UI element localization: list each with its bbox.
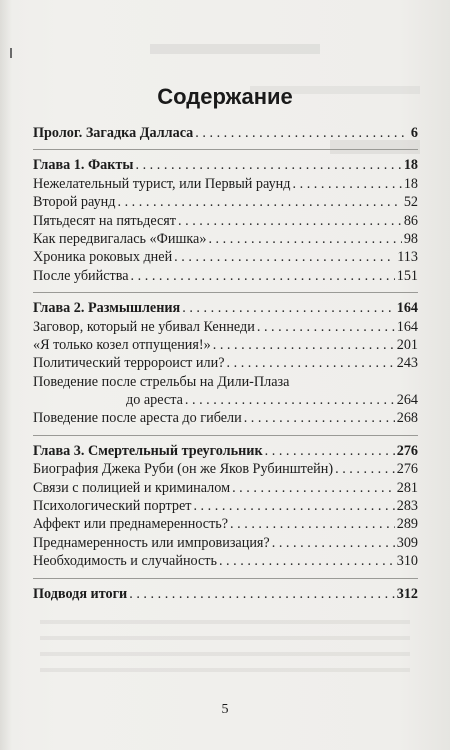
- toc-entry-title: После убийства: [33, 267, 129, 284]
- toc-entry: [33, 373, 418, 391]
- toc-entry: [33, 515, 418, 533]
- toc-entry-title: Второй раунд: [33, 194, 116, 211]
- binding-mark: [10, 48, 12, 58]
- toc-entry-title: «Я только козел отпущения!»: [33, 336, 211, 353]
- dot-leader: [244, 409, 395, 427]
- toc-entry-page: 268: [396, 410, 418, 427]
- dot-leader: [193, 497, 394, 515]
- show-through-ghost: [150, 44, 320, 54]
- toc-entry-title: Нежелательный турист, или Первый раунд: [33, 175, 291, 192]
- section-divider: [33, 149, 418, 150]
- toc-entry-title: Преднамеренность или импровизация?: [33, 534, 270, 551]
- toc-entry-title: Аффект или преднамеренность?: [33, 516, 229, 533]
- toc-entry-page: 289: [396, 516, 418, 533]
- toc-entry-page: 164: [396, 300, 418, 317]
- toc-entry: [33, 497, 418, 515]
- toc-entry: [33, 534, 418, 552]
- toc-entry: [33, 460, 418, 478]
- dot-leader: [129, 585, 395, 603]
- toc-entry-page: 283: [396, 498, 418, 515]
- toc-entry-page: 52: [403, 194, 418, 211]
- toc-section: [33, 585, 418, 603]
- toc-entry-page: 309: [396, 534, 418, 551]
- toc-chapter-entry: [33, 156, 418, 174]
- toc-section: [33, 442, 418, 571]
- toc-entry-title: Подводя итоги: [33, 585, 128, 602]
- show-through-ghost: [40, 620, 410, 680]
- dot-leader: [219, 552, 395, 570]
- toc-entry-title: Заговор, который не убивал Кеннеди: [33, 318, 255, 335]
- toc-entry-title: Глава 1. Факты: [33, 157, 134, 174]
- toc-entry-title: Пятьдесят на пятьдесят: [33, 212, 176, 229]
- toc-entry-page: 164: [396, 318, 418, 335]
- toc-entry-page: 312: [396, 585, 418, 602]
- dot-leader: [174, 248, 395, 266]
- toc-entry-page: 6: [410, 125, 418, 141]
- toc-entry-page: 276: [396, 461, 418, 478]
- toc-entry: [33, 318, 418, 336]
- toc-entry: [33, 212, 418, 230]
- dot-leader: [265, 442, 395, 460]
- toc-entry-title: Связи с полицией и криминалом: [33, 479, 231, 496]
- toc-entry: [33, 175, 418, 193]
- toc-entry-page: 18: [403, 157, 418, 174]
- toc-entry: [33, 336, 418, 354]
- toc-chapter-entry: [33, 442, 418, 460]
- page-number: 5: [221, 702, 229, 717]
- dot-leader: [195, 124, 409, 142]
- toc-entry-page: 281: [396, 479, 418, 496]
- toc-section: [33, 299, 418, 428]
- toc-section: [33, 124, 418, 142]
- toc-entry-title: Пролог. Загадка Далласа: [33, 125, 194, 141]
- dot-leader: [178, 212, 402, 230]
- toc-entry-page: 151: [396, 267, 418, 284]
- toc-entry-title: Поведение после ареста до гибели: [33, 410, 242, 427]
- toc-entry-page: 98: [403, 230, 418, 247]
- section-divider: [33, 292, 418, 293]
- dot-leader: [131, 267, 395, 285]
- dot-leader: [185, 391, 395, 409]
- dot-leader: [182, 299, 394, 317]
- dot-leader: [213, 336, 395, 354]
- dot-leader: [227, 354, 395, 372]
- toc-entry: [33, 248, 418, 266]
- dot-leader: [293, 175, 402, 193]
- toc-entry: [33, 230, 418, 248]
- toc-entry: [33, 267, 418, 285]
- toc-entry-page: 310: [396, 553, 418, 570]
- section-divider: [33, 578, 418, 579]
- dot-leader: [335, 460, 395, 478]
- toc-entry-title: до ареста: [126, 392, 183, 409]
- toc-entry-page: 201: [396, 336, 418, 353]
- dot-leader: [208, 230, 401, 248]
- toc-entry-page: 264: [396, 392, 418, 409]
- contents-title: Содержание: [157, 84, 293, 109]
- dot-leader: [232, 479, 395, 497]
- toc-entry-title: Биография Джека Руби (он же Яков Рубинштейн): [33, 461, 334, 478]
- toc-entry-title: Поведение после стрельбы на Дили-Плаза: [33, 373, 290, 390]
- table-of-contents: [33, 124, 418, 603]
- toc-entry-title: Политический терророист или?: [33, 355, 225, 372]
- toc-entry-page: 86: [403, 212, 418, 229]
- toc-entry-title: Глава 3. Смертельный треугольник: [33, 442, 263, 459]
- toc-entry: [33, 552, 418, 570]
- dot-leader: [257, 318, 395, 336]
- toc-entry: [33, 391, 418, 409]
- toc-entry-title: Необходимость и случайность: [33, 553, 217, 570]
- toc-entry-title: Хроника роковых дней: [33, 249, 173, 266]
- toc-entry-title: Психологический портрет: [33, 498, 192, 515]
- toc-entry-page: 243: [396, 355, 418, 372]
- toc-entry-page: 18: [403, 175, 418, 192]
- dot-leader: [272, 534, 395, 552]
- toc-entry-page: 113: [397, 249, 418, 266]
- toc-entry: [33, 409, 418, 427]
- toc-entry: [33, 193, 418, 211]
- toc-entry-page: 276: [396, 442, 418, 459]
- dot-leader: [117, 193, 401, 211]
- toc-chapter-entry: [33, 299, 418, 317]
- toc-entry: [33, 479, 418, 497]
- toc-entry-title: Глава 2. Размышления: [33, 300, 181, 317]
- dot-leader: [230, 515, 395, 533]
- toc-entry-title: Как передвигалась «Фишка»: [33, 230, 207, 247]
- dot-leader: [135, 156, 401, 174]
- toc-entry: [33, 354, 418, 372]
- toc-chapter-entry: [33, 124, 418, 142]
- toc-section: [33, 156, 418, 285]
- section-divider: [33, 435, 418, 436]
- toc-chapter-entry: [33, 585, 418, 603]
